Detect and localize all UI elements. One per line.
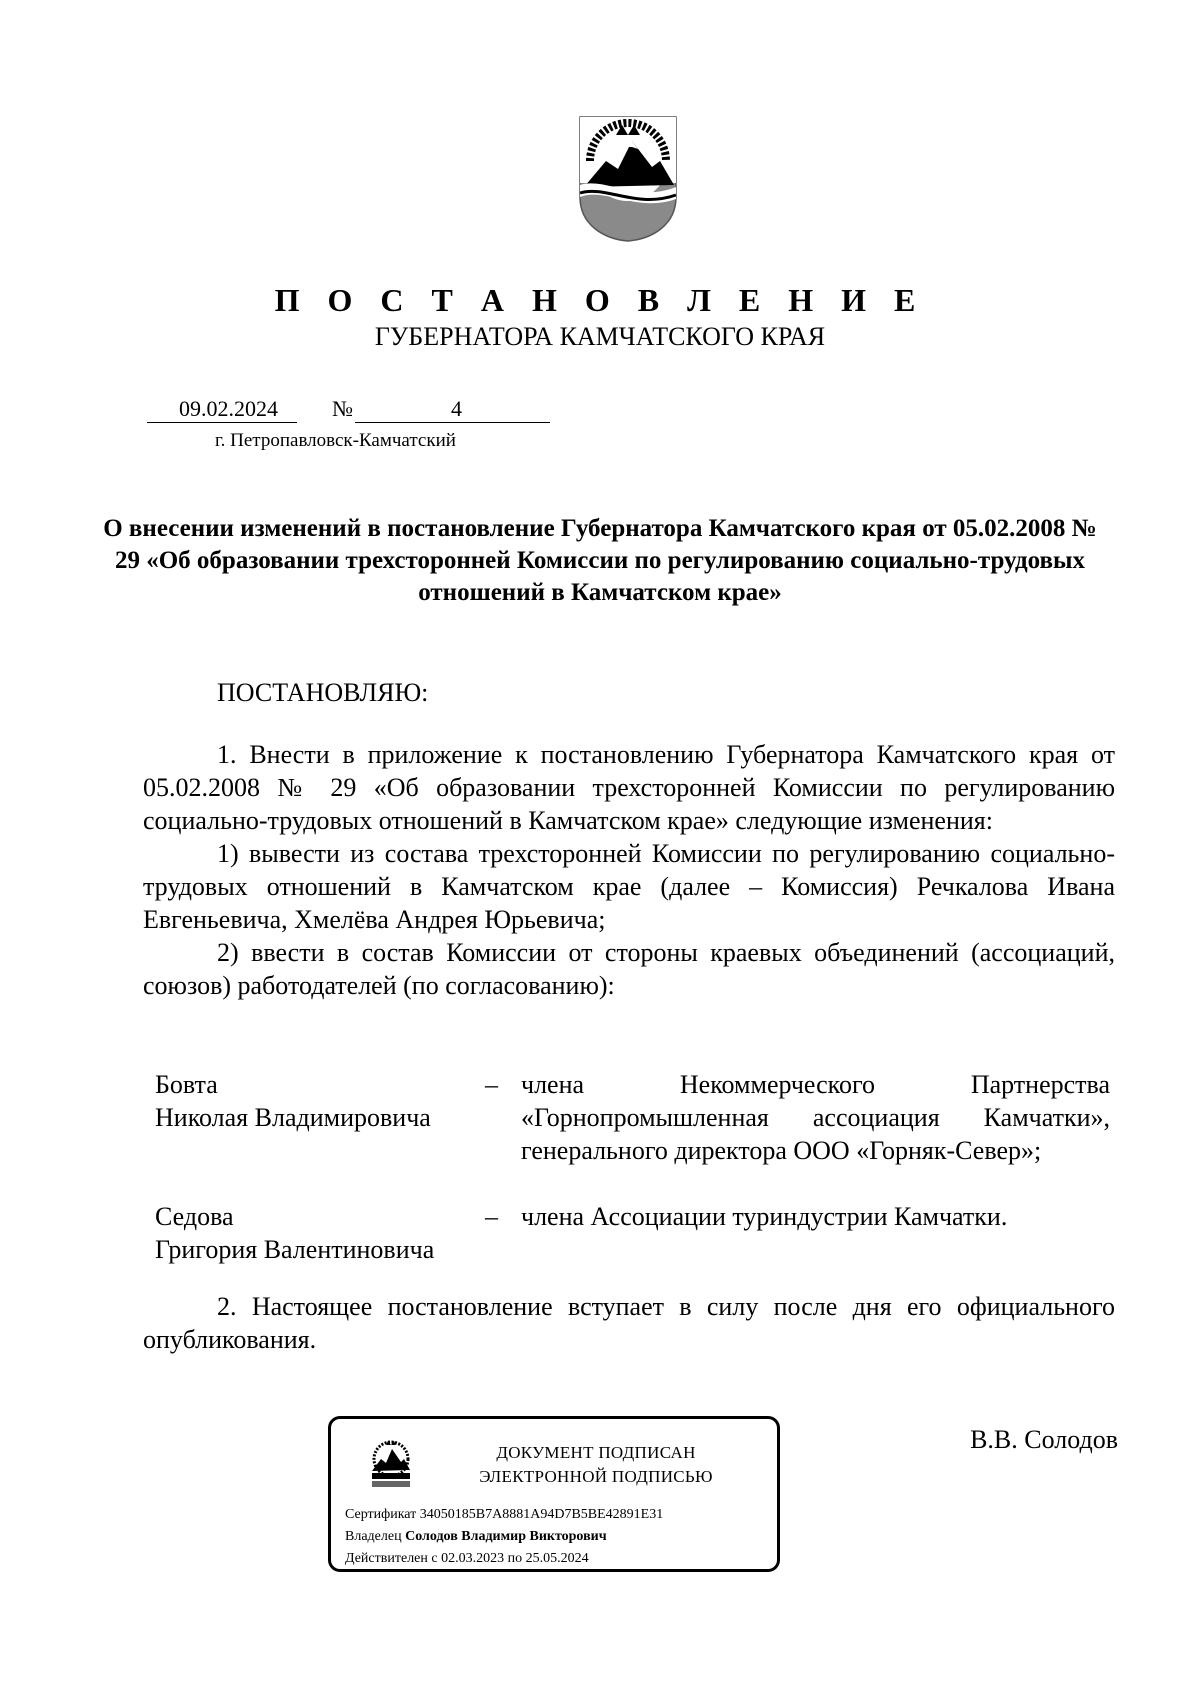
decree-word: ПОСТАНОВЛЯЮ:	[217, 678, 429, 707]
member-role: члена Ассоциации туриндустрии Камчатки.	[521, 1202, 1008, 1231]
member-dash: –	[485, 1070, 498, 1099]
document-date-field	[147, 396, 297, 423]
owner-label: Владелец	[345, 1529, 402, 1544]
document-date: 09.02.2024	[179, 396, 278, 421]
list-item	[155, 1068, 1110, 1167]
document-number-field	[355, 396, 550, 423]
stamp-heading-line-1: ДОКУМЕНТ ПОДПИСАН	[496, 1443, 696, 1462]
paragraph-1: 1. Внести в приложение к постановлению Губернатора Камчатского края от 05.02.2008 № 29 «Об образовании трехсторонней Комиссии по регулированию социально-трудовых отношений в Камчатском крае» следующие изменения:	[143, 740, 1115, 835]
stamp-validity-line	[345, 1551, 589, 1567]
signer-name: В.В. Солодов	[970, 1425, 1118, 1454]
validity-from: 02.03.2023	[441, 1551, 505, 1566]
stamp-owner-line	[345, 1529, 607, 1545]
electronic-signature-stamp	[328, 1416, 780, 1572]
certificate-value: 34050185B7A8881A94D7B5BE42891E31	[419, 1507, 664, 1522]
member-surname: Бовта	[155, 1070, 218, 1099]
document-type-title: П О С Т А Н О В Л Е Н И Е	[274, 282, 926, 318]
member-given-name: Николая Владимировича	[155, 1103, 431, 1132]
issuer-subtitle: ГУБЕРНАТОРА КАМЧАТСКОГО КРАЯ	[374, 322, 826, 351]
document-subject: О внесении изменений в постановление Губернатора Камчатского края от 05.02.2008 № 29 «Об образовании трехсторонней Комиссии по регулированию социально-трудовых отношений в Камчатском крае»	[103, 515, 1097, 606]
paragraph-2: 2. Настоящее постановление вступает в силу после дня его официального опубликования.	[143, 1292, 1115, 1354]
paragraph-1-block	[143, 738, 1115, 1002]
member-given-name: Григория Валентиновича	[155, 1235, 435, 1264]
stamp-heading-line-2: ЭЛЕКТРОННОЙ ПОДПИСЬЮ	[479, 1467, 713, 1486]
validity-to: 25.05.2024	[525, 1551, 589, 1566]
validity-label: Действителен с	[345, 1551, 438, 1566]
list-item	[155, 1200, 1110, 1266]
member-dash: –	[485, 1202, 498, 1231]
member-surname: Седова	[155, 1202, 234, 1231]
paragraph-1-item-2: 2) ввести в состав Комиссии от стороны краевых объединений (ассоциаций, союзов) работодателей (по согласованию):	[143, 938, 1115, 1000]
stamp-heading	[431, 1441, 761, 1489]
kamchatka-coat-of-arms-icon	[576, 113, 680, 243]
owner-value: Солодов Владимир Викторович	[405, 1529, 607, 1544]
certificate-label: Сертификат	[345, 1507, 417, 1522]
paragraph-1-item-1: 1) вывести из состава трехсторонней Комиссии по регулированию социально-трудовых отношений в Камчатском крае (далее – Комиссия) Речкалова Ивана Евгеньевича, Хмелёва Андрея Юрьевича;	[143, 839, 1115, 934]
member-role: члена Некоммерческого Партнерства «Горнопромышленная ассоциация Камчатки», генерального директора ООО «Горняк-Север»;	[521, 1070, 1110, 1165]
kamchatka-coat-of-arms-icon	[369, 1439, 413, 1491]
member-name	[155, 1200, 485, 1266]
document-number: 4	[451, 396, 462, 421]
member-name	[155, 1068, 485, 1167]
validity-to-label: по	[507, 1551, 523, 1566]
members-list	[155, 1068, 1110, 1299]
number-sign: №	[332, 396, 353, 421]
stamp-certificate-line	[345, 1507, 663, 1523]
issue-city: г. Петропавловск-Камчатский	[215, 430, 456, 451]
